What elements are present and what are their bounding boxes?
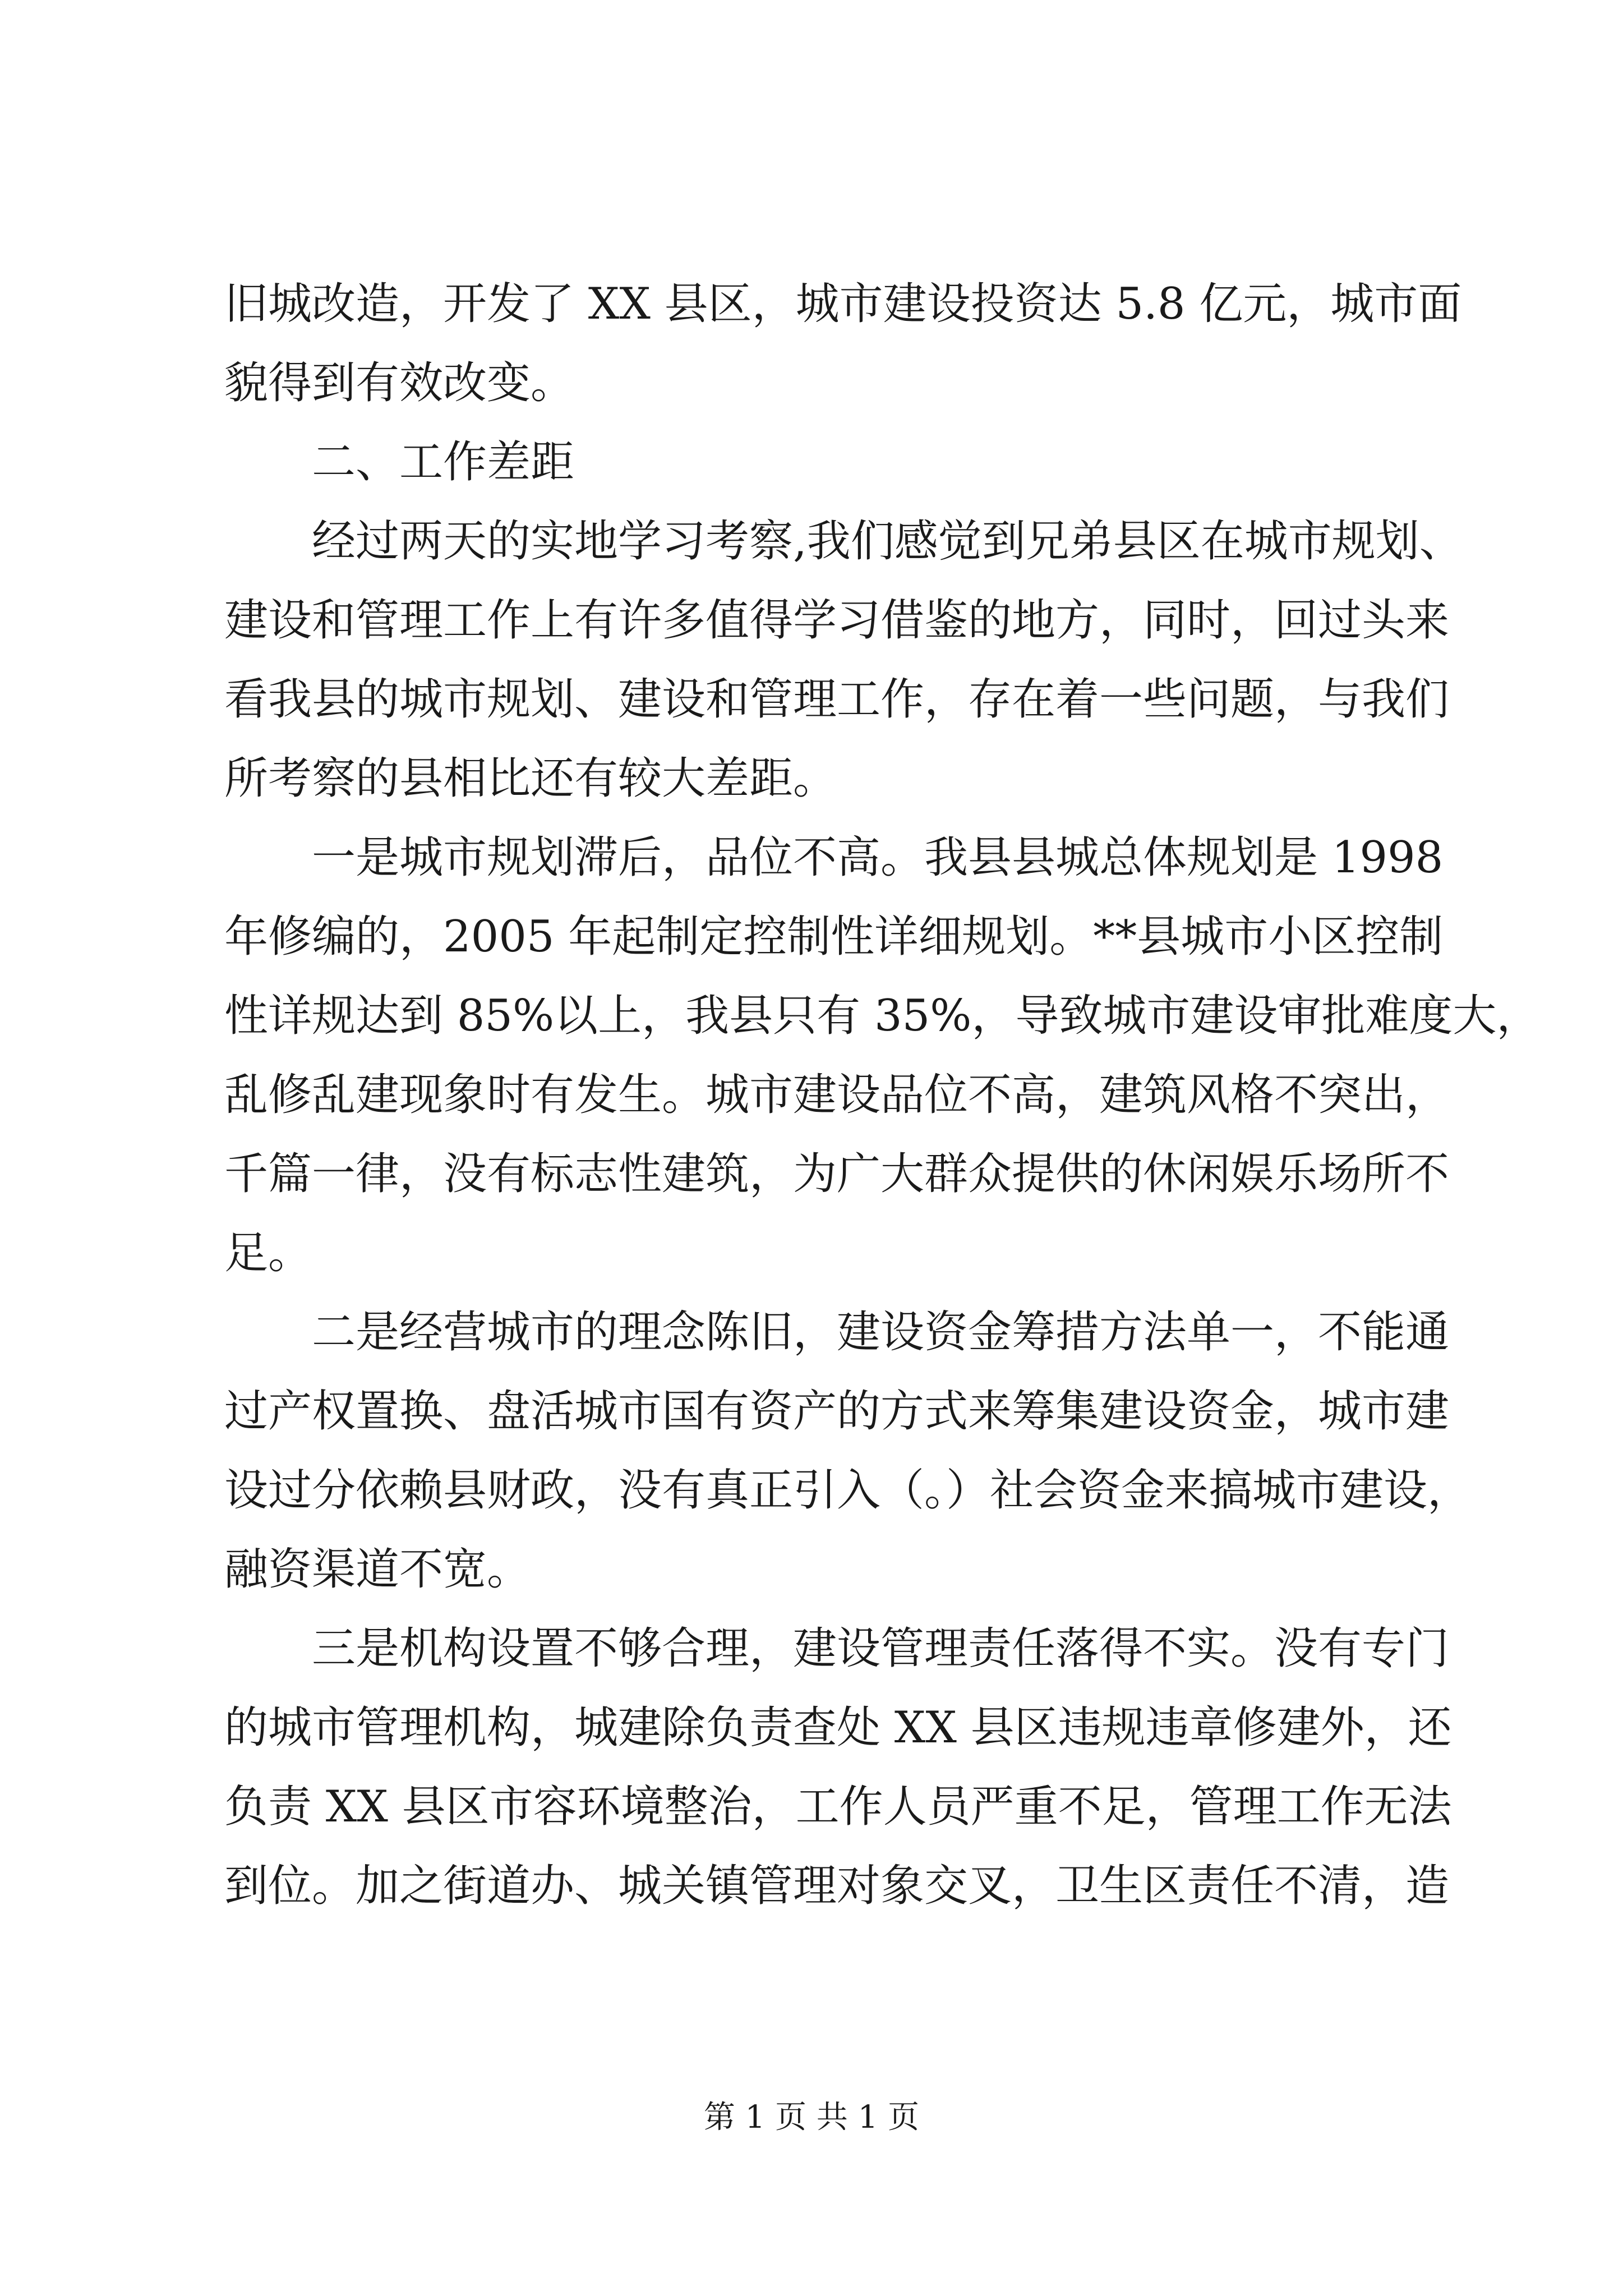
text-line: 二是经营城市的理念陈旧，建设资金筹措方法单一，不能通	[312, 1307, 1450, 1358]
text-line: 建设和管理工作上有许多值得学习借鉴的地方，同时，回过头来	[224, 595, 1450, 646]
text-line: 设过分依赖县财政，没有真正引入（。）社会资金来搞城市建设，	[224, 1465, 1472, 1516]
text-line: 年修编的，2005 年起制定控制性详细规划。**县城市小区控制	[224, 912, 1444, 962]
text-line: 所考察的县相比还有较大差距。	[224, 753, 837, 804]
text-line: 经过两天的实地学习考察,我们感觉到兄弟县区在城市规划、	[312, 516, 1463, 567]
text-line: 乱修乱建现象时有发生。城市建设品位不高，建筑风格不突出，	[224, 1070, 1450, 1120]
text-line: 的城市管理机构，城建除负责查处 XX 县区违规违章修建外，还	[224, 1703, 1452, 1753]
text-line: 融资渠道不宽。	[224, 1544, 531, 1595]
text-line: 千篇一律，没有标志性建筑，为广大群众提供的休闲娱乐场所不	[224, 1149, 1450, 1199]
text-line: 三是机构设置不够合理，建设管理责任落得不实。没有专门	[312, 1623, 1450, 1674]
text-line: 足。	[224, 1228, 312, 1278]
text-line: 过产权置换、盘活城市国有资产的方式来筹集建设资金，城市建	[224, 1386, 1450, 1437]
text-line: 一是城市规划滞后，品位不高。我县县城总体规划是 1998	[312, 832, 1444, 883]
text-line: 负责 XX 县区市容环境整治，工作人员严重不足，管理工作无法	[224, 1782, 1452, 1832]
text-line: 旧城改造，开发了 XX 县区，城市建设投资达 5.8 亿元，城市面	[224, 279, 1462, 329]
page-footer	[0, 2098, 1623, 2137]
page-number-label: 第 1 页 共 1 页	[703, 2099, 920, 2136]
document-body	[224, 265, 1541, 1926]
text-line: 貌得到有效改变。	[224, 358, 575, 408]
text-line: 看我县的城市规划、建设和管理工作，存在着一些问题，与我们	[224, 674, 1450, 725]
section-heading: 二、工作差距	[312, 437, 575, 487]
text-line: 性详规达到 85%以上，我县只有 35%，导致城市建设审批难度大，	[224, 991, 1541, 1041]
text-line: 到位。加之街道办、城关镇管理对象交叉，卫生区责任不清，造	[224, 1861, 1450, 1911]
